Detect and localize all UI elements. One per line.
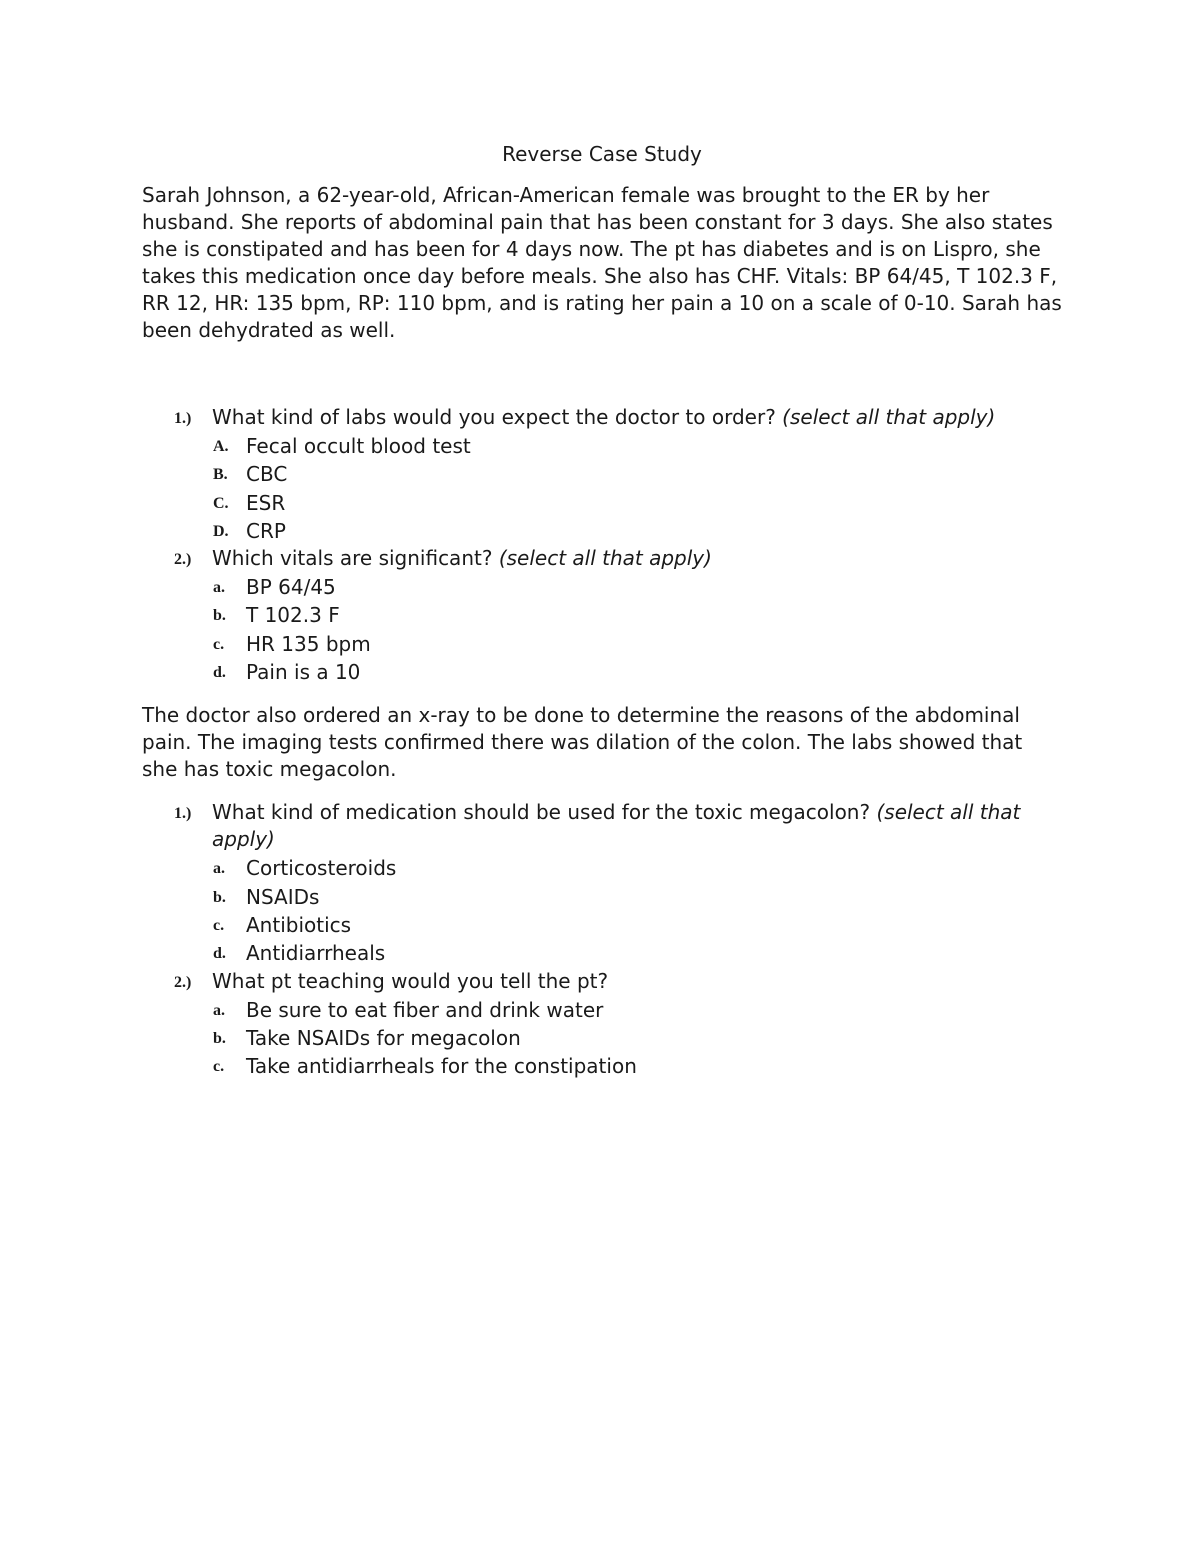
option-text: T 102.3 F (246, 603, 340, 628)
option-item (212, 996, 1062, 1024)
option-label: c. (213, 1058, 225, 1076)
question-list-section-2 (142, 799, 1062, 1080)
option-text: HR 135 bpm (246, 631, 371, 656)
question-prompt: Which vitals are significant? (212, 546, 493, 571)
option-item (212, 517, 1062, 545)
option-item (212, 489, 1062, 517)
option-label: B. (213, 466, 228, 484)
option-item (212, 939, 1062, 967)
option-label: b. (213, 888, 226, 906)
question-prompt: What kind of labs would you expect the doctor to order? (212, 405, 776, 429)
option-text: Take NSAIDs for megacolon (246, 1025, 521, 1050)
option-item (212, 854, 1062, 882)
option-item (212, 1052, 1062, 1080)
question-number: 2.) (174, 973, 192, 991)
question-number: 1.) (174, 410, 192, 427)
option-text: Corticosteroids (246, 856, 397, 881)
question-item (142, 968, 1062, 1081)
question-text (212, 545, 1062, 572)
question-text (212, 404, 1062, 431)
option-item (212, 601, 1062, 629)
option-item (212, 911, 1062, 939)
option-text: BP 64/45 (246, 575, 336, 600)
option-item (212, 432, 1062, 460)
option-label: A. (213, 438, 229, 455)
option-text: ESR (246, 490, 286, 515)
option-item (212, 883, 1062, 911)
case-intro-paragraph: Sarah Johnson, a 62-year-old, African-American female was brought to the ER by her husband. She reports of abdominal pain that has been constant for 3 days. She also states she is constipated and has been for 4 days now. The pt has diabetes and is on Lispro, she takes this medication once day before meals. She also has CHF. Vitals: BP 64/45, T 102.3 F, RR 12, HR: 135 bpm, RP: 110 bpm, and is rating her pain a 10 on a scale of 0-10. Sarah has been dehydrated as well. (142, 183, 1062, 342)
option-list (212, 996, 1062, 1081)
document-page (142, 140, 1062, 1080)
option-item (212, 658, 1062, 686)
option-label: b. (213, 1029, 226, 1047)
question-item (142, 799, 1062, 967)
question-number: 1.) (174, 805, 192, 823)
page-title: Reverse Case Study (502, 142, 702, 166)
question-number: 2.) (174, 551, 192, 569)
question-list-section-1 (142, 404, 1062, 686)
option-text: Antibiotics (246, 912, 352, 937)
option-text: Be sure to eat fiber and drink water (246, 997, 604, 1022)
question-prompt: What kind of medication should be used for the toxic megacolon? (212, 800, 871, 825)
option-text: NSAIDs (246, 884, 320, 909)
question-item (142, 545, 1062, 686)
option-item (212, 630, 1062, 658)
option-label: d. (213, 945, 226, 963)
question-note: (select all that apply) (498, 546, 712, 571)
option-text: Take antidiarrheals for the constipation (246, 1054, 637, 1079)
question-item (142, 404, 1062, 545)
option-item (212, 1024, 1062, 1052)
option-label: D. (213, 522, 229, 540)
option-label: b. (213, 607, 226, 625)
option-list (212, 432, 1062, 545)
option-label: a. (213, 860, 225, 878)
option-label: a. (213, 1001, 225, 1019)
option-item (212, 460, 1062, 488)
option-label: d. (213, 664, 226, 682)
option-label: c. (213, 635, 225, 653)
question-prompt: What pt teaching would you tell the pt? (212, 968, 609, 993)
option-label: c. (213, 916, 225, 934)
option-list (212, 854, 1062, 967)
option-label: C. (213, 494, 229, 512)
question-note: (select all that apply) (782, 405, 996, 429)
option-text: Pain is a 10 (246, 660, 361, 685)
option-text: Fecal occult blood test (246, 434, 471, 458)
question-note: (select all that apply) (212, 800, 1021, 852)
question-text (212, 799, 1062, 853)
option-label: a. (213, 579, 225, 597)
transition-paragraph: The doctor also ordered an x-ray to be done to determine the reasons of the abdominal pain. The imaging tests confirmed there was dilation of the colon. The labs showed that she has toxic megacolon. (142, 703, 1023, 782)
option-item (212, 573, 1062, 601)
option-text: CRP (246, 518, 286, 543)
question-text (212, 968, 1062, 995)
option-text: Antidiarrheals (246, 941, 386, 966)
option-list (212, 573, 1062, 686)
option-text: CBC (246, 462, 288, 487)
